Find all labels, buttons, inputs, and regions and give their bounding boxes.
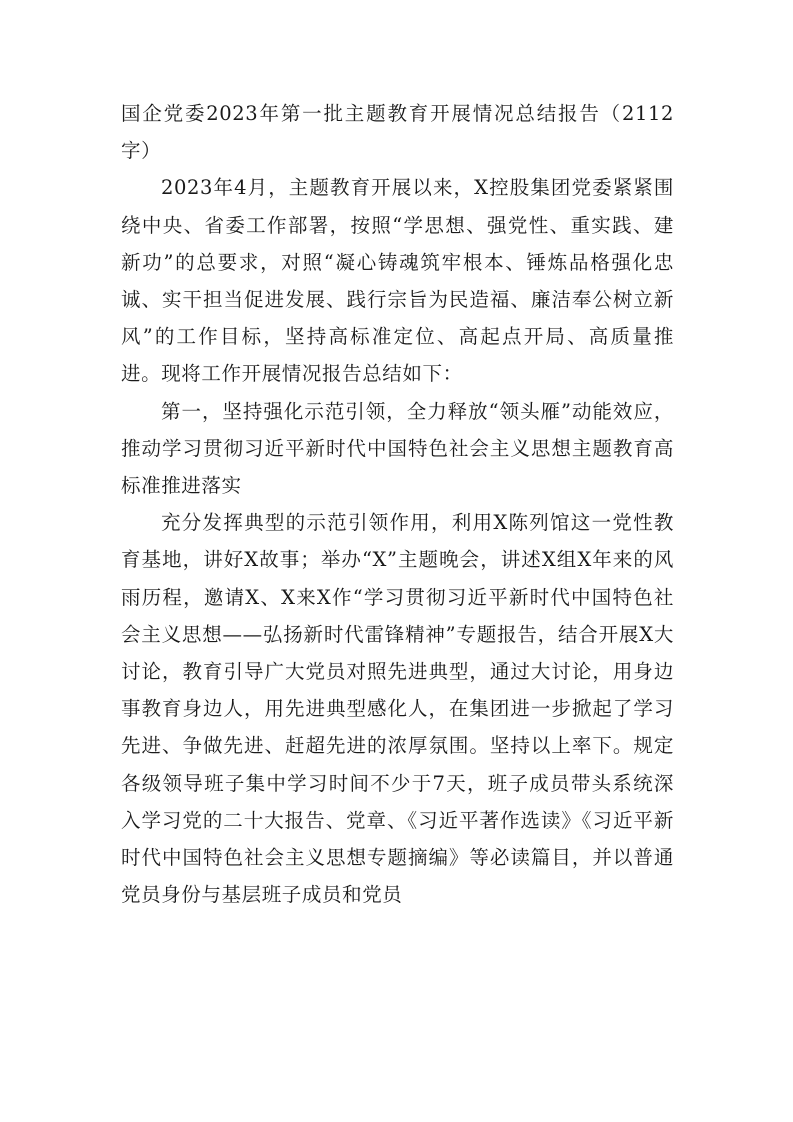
body-paragraph: 充分发挥典型的示范引领作用，利用X陈列馆这一党性教育基地，讲好X故事；举办“X”主题晚会，讲述X组X年来的风雨历程，邀请X、X来X作“学习贯彻习近平新时代中国特色社会主义思想——弘扬新时代雷锋精神”专题报告，结合开展X大讨论，教育引导广大党员对照先进典型，通过大讨论，用身边事教育身边人，用先进典型感化人，在集团进一步掀起了学习先进、争做先进、赶超先进的浓厚氛围。坚持以上率下。规定各级领导班子集中学习时间不少于7天，班子成员带头系统深入学习党的二十大报告、党章、《习近平著作选读》《习近平新时代中国特色社会主义思想专题摘编》等必读篇目，并以普通党员身份与基层班子成员和党员 <box>121 511 674 907</box>
document-body <box>121 95 674 913</box>
section-heading-1: 第一，坚持强化示范引领，全力释放“领头雁”动能效应，推动学习贯彻习近平新时代中国特色社会主义思想主题教育高标准推进落实 <box>121 399 674 498</box>
intro-paragraph: 2023年4月，主题教育开展以来，X控股集团党委紧紧围绕中央、省委工作部署，按照“学思想、强党性、重实践、建新功”的总要求，对照“凝心铸魂筑牢根本、锤炼品格强化忠诚、实干担当促进发展、践行宗旨为民造福、廉洁奉公树立新风”的工作目标，坚持高标准定位、高起点开局、高质量推进。现将工作开展情况报告总结如下： <box>121 176 674 386</box>
document-title: 国企党委2023年第一批主题教育开展情况总结报告（2112字） <box>121 102 674 163</box>
